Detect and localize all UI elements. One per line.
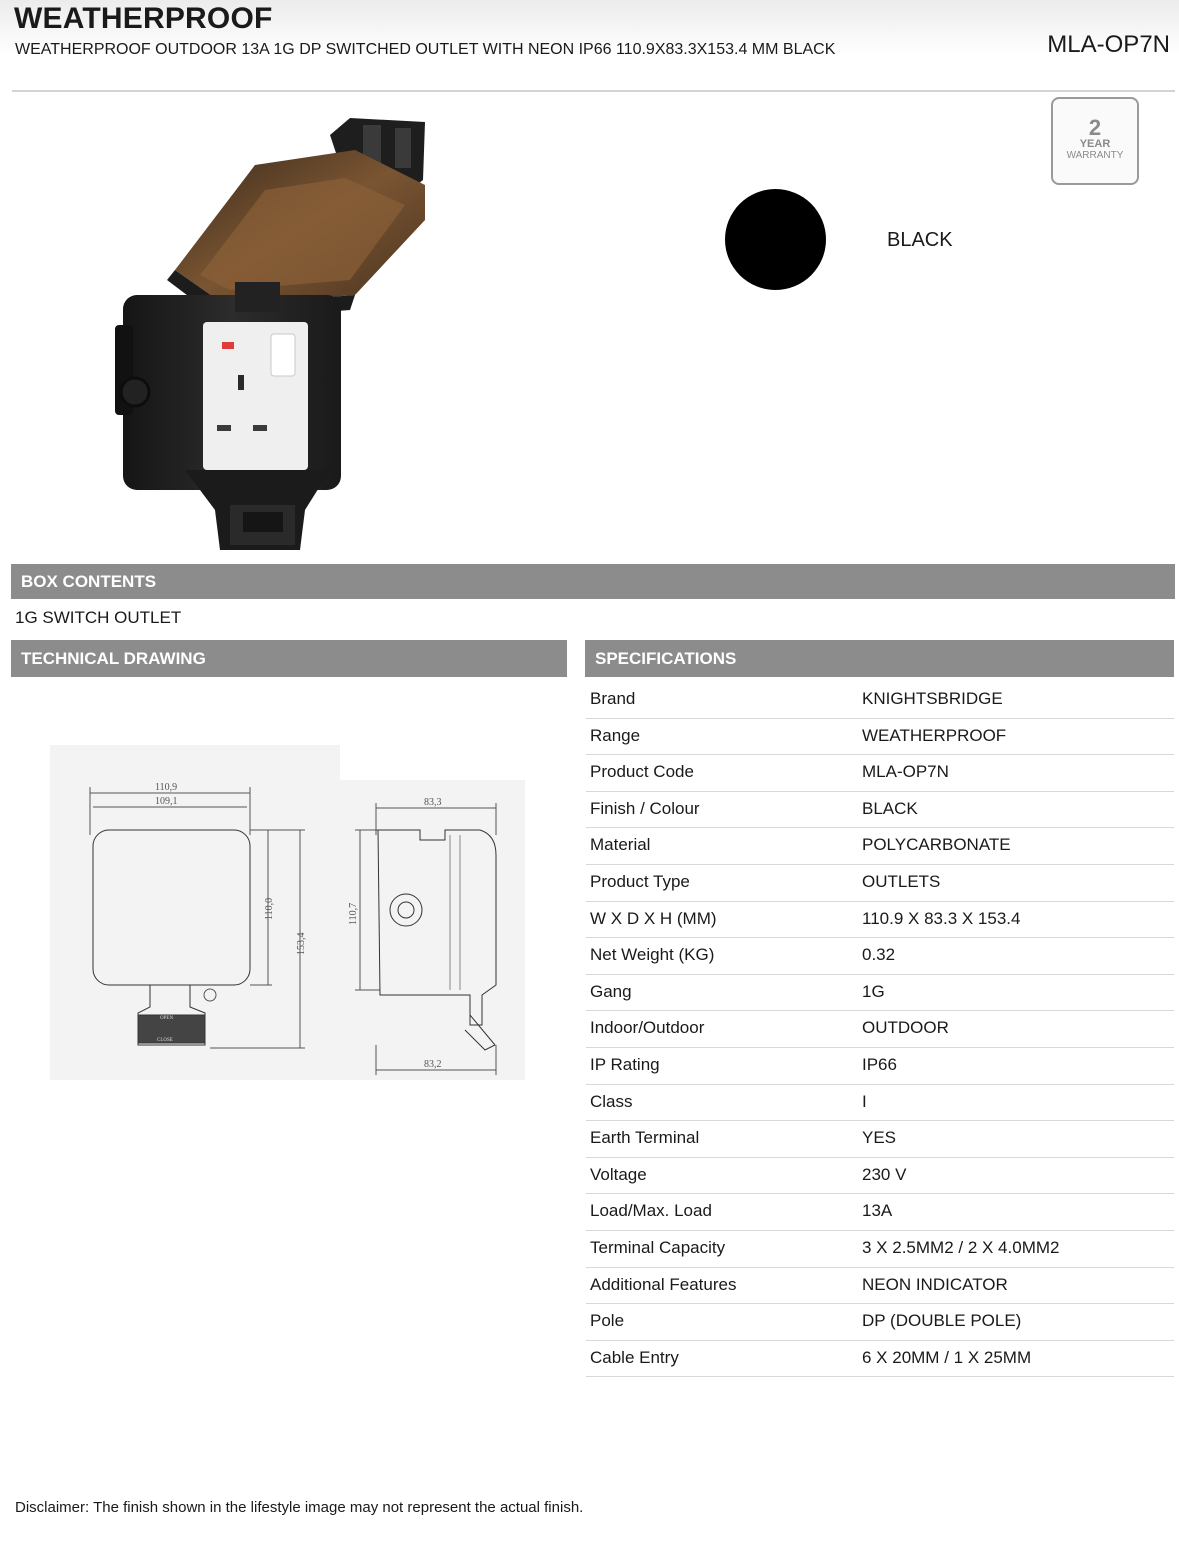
- spec-value: BLACK: [862, 798, 918, 818]
- spec-value: 110.9 X 83.3 X 153.4: [862, 908, 1021, 928]
- drawing-open-label: OPEN: [160, 1016, 174, 1021]
- page-title: WEATHERPROOF: [14, 2, 273, 35]
- spec-key: Terminal Capacity: [590, 1237, 726, 1257]
- dim-height-total: 153,4: [296, 932, 307, 955]
- spec-row: [586, 1158, 1174, 1195]
- spec-row: [586, 1341, 1174, 1378]
- spec-key: W X D X H (MM): [590, 908, 717, 928]
- dim-depth-top: 83,3: [424, 797, 442, 808]
- spec-key: Cable Entry: [590, 1347, 679, 1367]
- spec-key: Earth Terminal: [590, 1128, 700, 1148]
- warranty-label: WARRANTY: [1066, 150, 1124, 161]
- spec-key: IP Rating: [590, 1054, 660, 1074]
- spec-value: 13A: [862, 1201, 893, 1221]
- spec-row: [586, 1121, 1174, 1158]
- spec-value: OUTLETS: [862, 871, 941, 891]
- dim-depth-bottom: 83,2: [424, 1059, 442, 1070]
- disclaimer: Disclaimer: The finish shown in the lifestyle image may not represent the actual finish.: [15, 1499, 584, 1516]
- color-swatch-label: BLACK: [887, 229, 953, 251]
- product-description: WEATHERPROOF OUTDOOR 13A 1G DP SWITCHED OUTLET WITH NEON IP66 110.9X83.3X153.4 MM BLACK: [15, 41, 836, 58]
- spec-value: IP66: [862, 1054, 897, 1074]
- spec-row: [586, 828, 1174, 865]
- box-contents-item: 1G SWITCH OUTLET: [15, 608, 182, 627]
- page-header: [0, 0, 1179, 92]
- spec-key: Brand: [590, 689, 636, 708]
- spec-key: Additional Features: [590, 1274, 737, 1294]
- spec-row: [586, 682, 1174, 719]
- spec-row: [586, 975, 1174, 1012]
- spec-value: YES: [862, 1128, 897, 1148]
- spec-key: Load/Max. Load: [590, 1201, 712, 1221]
- spec-row: [586, 1011, 1174, 1048]
- dim-width-outer: 110,9: [155, 782, 178, 793]
- spec-key: Product Code: [590, 762, 694, 782]
- spec-row: [586, 792, 1174, 829]
- spec-key: Product Type: [590, 871, 690, 891]
- color-swatch: [725, 189, 826, 290]
- spec-value: 6 X 20MM / 1 X 25MM: [862, 1347, 1032, 1367]
- technical-drawing-heading: TECHNICAL DRAWING: [11, 640, 567, 677]
- spec-key: Finish / Colour: [590, 798, 700, 818]
- spec-value: NEON INDICATOR: [862, 1274, 1008, 1294]
- spec-row: [586, 865, 1174, 902]
- spec-value: POLYCARBONATE: [862, 835, 1011, 855]
- spec-value: DP (DOUBLE POLE): [862, 1311, 1022, 1331]
- spec-key: Indoor/Outdoor: [590, 1018, 705, 1038]
- spec-row: [586, 1231, 1174, 1268]
- spec-row: [586, 755, 1174, 792]
- spec-key: Class: [590, 1091, 633, 1111]
- specifications-heading: SPECIFICATIONS: [585, 640, 1174, 677]
- warranty-years: 2: [1088, 115, 1102, 140]
- product-code: MLA-OP7N: [1047, 31, 1170, 58]
- dim-width-inner: 109,1: [155, 796, 178, 807]
- spec-row: [586, 1048, 1174, 1085]
- spec-key: Material: [590, 835, 651, 855]
- spec-key: Voltage: [590, 1164, 647, 1184]
- spec-key: Pole: [590, 1311, 625, 1331]
- spec-value: OUTDOOR: [862, 1018, 949, 1038]
- spec-value: MLA-OP7N: [862, 762, 949, 782]
- spec-key: Gang: [590, 981, 632, 1001]
- dim-height-body: 110,0: [264, 897, 275, 920]
- spec-row: [586, 938, 1174, 975]
- drawing-close-label: CLOSE: [157, 1038, 173, 1043]
- spec-value: 3 X 2.5MM2 / 2 X 4.0MM2: [862, 1237, 1060, 1257]
- product-image: [105, 110, 505, 555]
- header-divider: [12, 90, 1175, 92]
- spec-key: Range: [590, 725, 641, 745]
- warranty-badge: [1051, 97, 1139, 185]
- spec-value: KNIGHTSBRIDGE: [862, 689, 1003, 708]
- spec-row: [586, 1268, 1174, 1305]
- spec-key: Net Weight (KG): [590, 945, 715, 965]
- spec-value: 1G: [862, 981, 885, 1001]
- spec-row: [586, 719, 1174, 756]
- dim-side-height: 110,7: [348, 902, 359, 925]
- box-contents-heading: BOX CONTENTS: [11, 564, 1175, 599]
- specifications-table: [586, 682, 1174, 1377]
- spec-value: 230 V: [862, 1164, 907, 1184]
- technical-drawing: [50, 745, 525, 1080]
- warranty-year-label: YEAR: [1079, 138, 1111, 150]
- spec-value: WEATHERPROOF: [862, 725, 1007, 745]
- spec-row: [586, 1194, 1174, 1231]
- spec-value: I: [862, 1091, 867, 1111]
- spec-value: 0.32: [862, 945, 896, 965]
- spec-row: [586, 1085, 1174, 1122]
- spec-row: [586, 902, 1174, 939]
- spec-row: [586, 1304, 1174, 1341]
